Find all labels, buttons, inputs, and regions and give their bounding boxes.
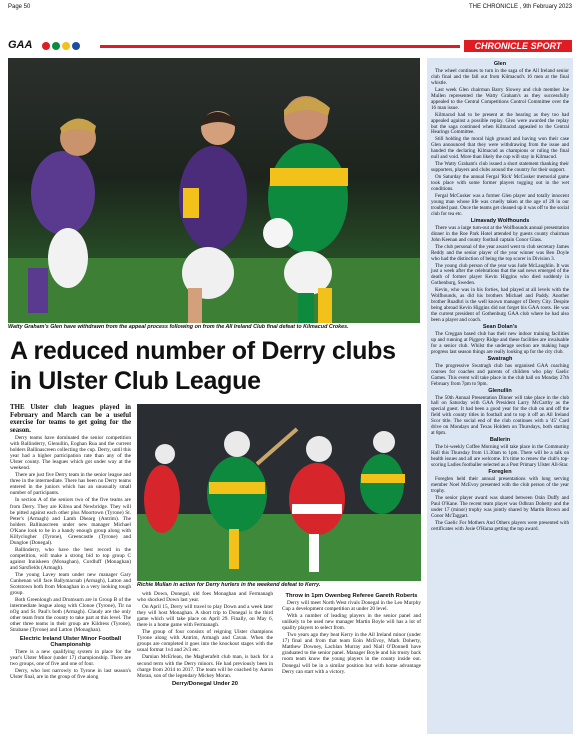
club-notes-paragraph: The senior player award was shared between Orán Duffy and Paul O'Kane. The recent team player was Odhran Doherty and the under 17 (minor) trophy was jointly shared by Martin Brown and Conor McTaggart. [431,494,569,519]
paragraph: Derry will meet North West rivals Donegal in the Leo Murphy Cup a development competition at under 20 level. [282,600,421,613]
masthead-date: THE CHRONICLE , 9th February 2023 [468,4,572,10]
gaa-logo: GAA [8,39,90,53]
paragraph: In section A of the seniors two of the five teams are from Derry. They are Kilrea and Newbridge. They will be pitted against each other plus Moortown (Tyrone) St. Peter's (Armagh) and Lamh Dhearg (Antrim). The holders Ballinascreen under new manager Michael O'Kane look to be in a handy enough group along with Killyclogher (Tyrone), Greencastle (Tyrone) and Dungloe (Donegal). [10,497,131,546]
paragraph: Derry teams have dominated the senior competition with Ballinderry, Glenullin, Eoghan Rua and the current holders Ballinascreen collecting the cup. Derry, until this year had a higher participation rate than any of the Ulster county. The leagues which got under way at the weekend. [10,435,131,472]
club-notes-paragraph: The bi-weekly Coffee Morning will take place in the Community Hall this Thursday from 11.30am to 1pm. There will be a talk on health issues and all are welcome. It's time to renew the club's top-scoring Ladies footballer selected as a Post Primary Ulster All-Star. [431,444,569,468]
club-notes-paragraph: The 50th Annual Presentation Dinner will take place in the club hall on Saturday with GAA President Larry McCarthy as the special guest. It had been a good year for the club on and off the field with county titles in football and to top it off an All Ireland Scor title. The social end of the club continues with a '45' Card drive on Mondays and Texas Holdem on Thursdays, both starting at 8pm. [431,394,569,437]
paragraph: with Down, Donegal, old foes Monaghan and Fermanagh who shocked Down last year. [137,591,273,604]
lead-photo [8,58,420,323]
article-column-1 [10,404,131,681]
subheading: Throw in 1pm Owenbeg Referee Gareth Roberts [285,593,418,599]
article-lede: THE Ulster club leagues played in February and March can be a useful exercise for teams to get going for the season. [10,404,131,434]
club-notes-paragraph: Foreglen held their annual presentations with long serving member Noel McEvoy presented with the club person of the year trophy. [431,475,569,494]
club-notes-heading: Foreglen [488,468,512,475]
club-notes-paragraph: Kevin, who was in his forties, had played at all levels with the Wolfhounds, as did his brothers Michael and Paddy. Another brother Ruadhri is the well known manager of Derry City. Despite being abroad Kevin Higgins did not forget his GAA roots. He was the current president of Gothenburg GAA club where he had also been a player and coach. [431,287,569,324]
section-rule [100,45,460,48]
paragraph: Ballinderry, who have the best record in the competition, will make a strong bid to top group C against Inniskeen (Monaghan), Cordluff (Monaghan) and Sarsfields (Armagh). [10,546,131,571]
club-notes-heading: Limavady Wolfhounds [470,217,530,224]
club-notes-heading: Swatragh [487,355,513,362]
paragraph: There are just five Derry team in the senior league and three in the intermediate. There has been no Derry teams entered in the juniors which has an unusually small number of participants. [10,472,131,497]
paragraph: The young Lavey team under new manager Gary Cunhenan will face Ballymacnab (Armagh), Latton and Scotstown both from Monaghan in a very looking tough group. [10,572,131,597]
club-notes-paragraph: The wheel continues to turn in the saga of the All Ireland senior club final and the fall out from Kilmacud's 16 men at the final whistle. [431,67,569,86]
club-notes-paragraph: Kilmacud had to be present at the hearing as they too had appealed against a possible replay. Glen were awarded the replay but the saga continued when Kilmacud appealed to the Central Hearings Committee. [431,111,569,136]
club-notes-paragraph: The Watty Graham's club issued a short statement thanking their supporters, players and clubs around the country for their support. [431,161,569,174]
club-notes-heading: Sean Dolan's [482,324,518,331]
club-notes-heading: Glen [493,61,507,67]
club-notes-paragraph: Fergal McCusker was a former Glen player and totally innocent young man whose life was cruelly taken at the age of 28 in our troubled past. Once the teams get cleaned up it was off to the social club for tea etc. [431,193,569,217]
county-crest-icon [72,42,80,50]
article-column-2 [137,591,273,688]
paragraph: The group of four consists of reigning Ulster champions Tyrone along with Antrim, Armagh and Cavan. When the groups are completed it goes into the knockout stages with the usual format 1v4 and 2v3 etc. [137,629,273,654]
club-notes-paragraph: Still holding the moral high ground and having won their case Glen announced that they were withdrawing from the issue and handed the declaring Kilmacud as champions or ruling the final null and void. More than likely the cup will stay in Kilmacud. [431,136,569,161]
county-crest-icon [62,42,70,50]
photo-caption: Richie Mullan in action for Derry hurlers in the weekend defeat to Kerry. [137,582,321,588]
hurling-photo [137,404,421,581]
headline: A reduced number of Derry clubs in Ulster Club League [10,337,396,395]
club-notes-paragraph: Last week Glen chairman Barry Slowey and club member Joe Mullen represented the Watty Graham's as they successfully appealed to the Central Competitions Control Committee over the 16 man issue. [431,86,569,111]
club-notes [431,61,569,533]
club-notes-paragraph: On Saturday the annual Fergal 'Rick' McCusker memorial game took place with some former players togging out in the wet conditions. [431,174,569,193]
county-crest-icon [42,42,50,50]
paragraph: With a number of leading players in the senior panel and unlikely to be used new manager Martin Boyle will has a lot of quality players to select from. [282,613,421,632]
paragraph: Two years ago they beat Kerry in the All Ireland minor (under 17) final and from that team Eoin McEvoy, Mark Doherty, Matthew Downey, Lachlan Murray and Niall O'Donnell have graduated to the senior panel. Manager Boyle and his trusty back room team know the young players in the county inside out. Donegal will be in a similar position but with home advantage Derry can start with a victory. [282,632,421,675]
club-notes-heading: Glenullin [488,387,512,394]
page-number: Page 50 [8,4,31,10]
article-column-3 [282,591,421,676]
club-notes-paragraph: The Creggan based club has their new indoor training facilities up and running at Piggery Ridge and these facilities are invaluable for a senior club. Whilst the underage section are making huge progress last season things are really looking up for the city club. [431,330,569,355]
county-crest-icon [52,42,60,50]
club-notes-paragraph: The progressive Swatragh club has organised GAA coaching courses for coaches and parents of children who play Gaelic Games. This event will take place in the club hall on Monday 27th February from 7pm to 9pm. [431,362,569,387]
paragraph: Derry, who lost narrowly to Tyrone in last season's Ulster final, are in the group of five along [10,667,131,680]
running-header [8,4,572,14]
subheading: Electric Ireland Ulster Minor Football Championship [19,635,122,648]
club-notes-paragraph: The Gaelic For Mothers And Others players were presented with certificates with Josie O'Haraa getting the top award. [431,519,569,532]
paragraph: Both Greenlough and Drumsurn are in Group B of the intermediate league along with Clonoe (Tyrone), Tir na nOg and St. Paul's both (Armagh). Claudy are the only other team from the county to take part at this level. The other three teams in their group are Kildress (Tyrone), Strabane (Tyrone) and Latton (Monaghan). [10,597,131,634]
paragraph: There is a new qualifying system in place for the year's Ulster Minor (under 17) championship. There are two groups, one of five and one of four. [10,648,131,667]
club-notes-paragraph: The young club person of the year was Jude McLaughlin. It was just a week after the celebrations that the sad news emerged of the death of former player Kevin Higgins who died suddenly in Gothenburg, Sweden. [431,262,569,287]
section-header [8,40,572,53]
paragraph: Damian McErlean, the Magherafelt club man, is back for a second term with the Derry minors. He had previously been in charge from 2014 to 2017. The team will be coached by Aaron Moran, son of the legendary Mickey Moran. [137,654,273,679]
subheading: Derry/Donegal Under 20 [171,680,239,687]
photo-caption: Watty Graham's Glen have withdrawn from the appeal process following on from the All Ireland Club final defeat to Kilmacud Crokes. [8,324,349,330]
paragraph: On April 15, Derry will travel to play Down and a week later they will host Monaghan. A short trip to Donegal is the third game which will take place on April 29. Finally, on May 6, there is a home game with Fermanagh. [137,604,273,629]
club-notes-paragraph: The club personal of the year award went to club secretary James Reddy and the senior player of the year winner was Ben Doyle who had the distinction of being the top scorer in Division 3. [431,243,569,262]
section-label: CHRONICLE SPORT [464,40,572,52]
club-notes-paragraph: There was a large turn-out at the Wolfhounds annual presentation dinner in the Roe Park Hotel attended by guests county chairman John Keenan and county football captain Conor Glass. [431,224,569,243]
club-notes-heading: Ballerin [489,437,511,444]
